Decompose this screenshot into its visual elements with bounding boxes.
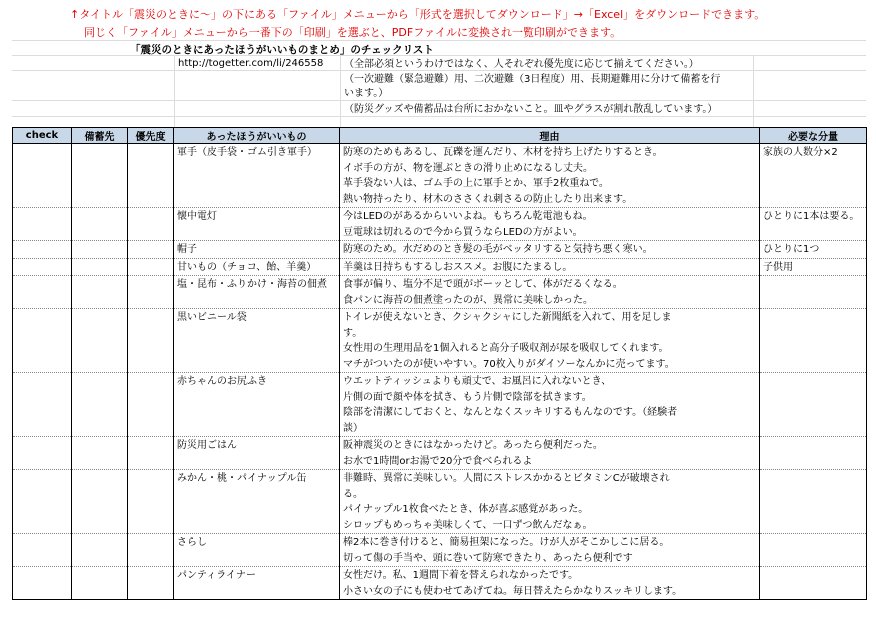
reason-line: 女性だけ。私、1週間下着を替えられなかったです。 (343, 570, 579, 581)
reason-cell (340, 309, 760, 373)
note-storage: （防災グッズや備蓄品は台所におかないこと。皿やグラスが割れ散乱しています。） (344, 104, 718, 115)
checklist-table (12, 127, 867, 600)
storage-cell[interactable] (72, 241, 128, 259)
reason-cell (340, 567, 760, 600)
check-cell[interactable] (13, 241, 72, 259)
grid-line (12, 100, 866, 101)
table-row (13, 437, 867, 470)
amount-cell: 家族の人数分×2 (760, 144, 867, 208)
grid-line (12, 40, 866, 41)
reason-line: 陰部を清潔にしておくと、なんとなくスッキリするもんなのです。（経験者 (343, 407, 678, 418)
storage-cell[interactable] (72, 373, 128, 437)
reason-line: パイナップル1枚食べたとき、体が喜ぶ感覚があった。 (343, 504, 589, 515)
column-header-check: check (13, 128, 72, 144)
note-evacuation-line1: （一次避難（緊急避難）用、二次避難（3日程度）用、長期避難用に分けて備蓄を行 (344, 74, 721, 85)
reason-line: 棒2本に巻き付けると、簡易担架になった。けが人がそこかしこに居る。 (343, 537, 670, 548)
amount-cell: ひとりに1つ (760, 241, 867, 259)
item-cell: 懐中電灯 (174, 208, 340, 241)
table-row (13, 144, 867, 208)
reason-line: 食事が偏り、塩分不足で頭がボーッとして、体がだるくなる。 (343, 279, 623, 290)
amount-cell: ひとりに1本は要る。 (760, 208, 867, 241)
reason-line: 片側の面で顔や体を拭き、もう片側で陰部を拭きます。 (343, 391, 592, 403)
storage-cell[interactable] (72, 470, 128, 534)
priority-cell[interactable] (128, 567, 174, 600)
item-cell: 防災用ごはん (174, 437, 340, 470)
check-cell[interactable] (13, 208, 72, 241)
column-header-priority: 優先度 (128, 128, 174, 144)
check-cell[interactable] (13, 258, 72, 276)
amount-cell (760, 534, 867, 567)
table-row (13, 373, 867, 437)
item-cell: パンティライナー (174, 567, 340, 600)
reason-line: 切って傷の手当や、頭に巻いて防寒できたり、あったら便利です (343, 552, 633, 564)
storage-cell[interactable] (72, 567, 128, 600)
priority-cell[interactable] (128, 309, 174, 373)
storage-cell[interactable] (72, 309, 128, 373)
item-cell: 帽子 (174, 241, 340, 259)
reason-line: 今はLEDのがあるからいいよね。もちろん乾電池もね。 (343, 211, 593, 222)
column-header-item: あったほうがいいもの (174, 128, 340, 144)
reason-cell (340, 470, 760, 534)
check-cell[interactable] (13, 470, 72, 534)
item-cell: 甘いもの（チョコ、飴、羊羹） (174, 258, 340, 276)
reason-line: お水で1時間orお湯で20分で食べられるよ (343, 455, 533, 467)
note-evacuation-line2: います。） (344, 88, 389, 99)
reason-line: 防寒のため。水だめのとき髪の毛がベッタリすると気持ち悪く寒い。 (343, 244, 653, 255)
item-cell: さらし (174, 534, 340, 567)
priority-cell[interactable] (128, 470, 174, 534)
column-header-reason: 理由 (340, 128, 760, 144)
item-cell: 塩・昆布・ふりかけ・海苔の佃煮 (174, 276, 340, 309)
reason-line: る。 (343, 488, 363, 500)
check-cell[interactable] (13, 276, 72, 309)
storage-cell[interactable] (72, 258, 128, 276)
reason-line: ウエットティッシュよりも頑丈で、お風呂に入れないとき、 (343, 376, 612, 387)
reason-cell (340, 208, 760, 241)
reason-line: 羊羹は日持ちもするしおススメ。お腹にたまるし。 (343, 261, 573, 273)
reason-line: トイレが使えないとき、クシャクシャにした新聞紙を入れて、用を足しま (343, 312, 672, 323)
reason-line: 革手袋ない人は、ゴム手の上に軍手とか、軍手2枚重ねで。 (343, 178, 609, 189)
reason-line: 阪神震災のときにはなかったけど。あったら便利だった。 (343, 440, 603, 451)
amount-cell (760, 437, 867, 470)
grid-line (753, 55, 754, 127)
check-cell[interactable] (13, 437, 72, 470)
column-header-storage: 備蓄先 (72, 128, 128, 144)
grid-line (340, 55, 341, 127)
table-row (13, 309, 867, 373)
reason-line: す。 (343, 327, 363, 339)
reason-line: マチがついたのが使いやすい。70枚入りがダイソーなんかに売ってます。 (343, 358, 675, 370)
column-header-amount: 必要な分量 (760, 128, 867, 144)
check-cell[interactable] (13, 373, 72, 437)
amount-cell (760, 276, 867, 309)
table-row (13, 258, 867, 276)
storage-cell[interactable] (72, 144, 128, 208)
notice-download: ↑タイトル「震災のときに～」の下にある「ファイル」メニューから「形式を選択してダウンロード」→「Excel」をダウンロードできます。 (70, 8, 766, 21)
priority-cell[interactable] (128, 258, 174, 276)
grid-line (174, 55, 175, 127)
priority-cell[interactable] (128, 534, 174, 567)
amount-cell (760, 567, 867, 600)
priority-cell[interactable] (128, 276, 174, 309)
table-row (13, 567, 867, 600)
amount-cell (760, 470, 867, 534)
reason-line: 非難時、異常に美味しい。人間にストレスかかるとビタミンCが破壊され (343, 473, 670, 484)
reason-line: 小さい女の子にも使わせてあげてね。毎日替えたらかなりスッキリします。 (343, 585, 683, 597)
item-cell: 赤ちゃんのお尻ふき (174, 373, 340, 437)
reason-line: 女性用の生理用品を1個入れると高分子吸収剤が尿を吸収してくれます。 (343, 343, 669, 354)
source-url[interactable]: http://togetter.com/li/246558 (178, 58, 324, 69)
reason-cell (340, 258, 760, 276)
amount-cell (760, 373, 867, 437)
reason-cell (340, 437, 760, 470)
check-cell[interactable] (13, 567, 72, 600)
storage-cell[interactable] (72, 437, 128, 470)
reason-line: シロップもめっちゃ美味しくて、一口ずつ飲んだなぁ。 (343, 519, 593, 531)
grid-line (12, 116, 866, 117)
table-row (13, 276, 867, 309)
table-row (13, 534, 867, 567)
reason-line: 食パンに海苔の佃煮塗ったのが、異常に美味しかった。 (343, 294, 593, 306)
amount-cell (760, 309, 867, 373)
priority-cell[interactable] (128, 208, 174, 241)
priority-cell[interactable] (128, 241, 174, 259)
item-cell: みかん・桃・パイナップル缶 (174, 470, 340, 534)
check-cell[interactable] (13, 534, 72, 567)
reason-line: 豆電球は切れるので今から買うならLEDの方がよい。 (343, 226, 583, 238)
item-cell: 軍手（皮手袋・ゴム引き軍手） (174, 144, 340, 208)
reason-line: イボ手の方が、物を運ぶときの滑り止めになるし丈夫。 (343, 162, 593, 174)
priority-cell[interactable] (128, 437, 174, 470)
reason-cell (340, 241, 760, 259)
table-row (13, 208, 867, 241)
reason-line: 談） (343, 422, 363, 434)
reason-cell (340, 373, 760, 437)
amount-cell: 子供用 (760, 258, 867, 276)
reason-cell (340, 144, 760, 208)
reason-line: 熱い物持ったり、材木のささくれ刺さるの防止したり出来ます。 (343, 193, 633, 205)
reason-line: 防寒のためもあるし、瓦礫を運んだり、木材を持ち上げたりするとき。 (343, 147, 663, 158)
notice-print: 同じく「ファイル」メニューから一番下の「印刷」を選ぶと、PDFファイルに変換され一覧印刷ができます。 (84, 26, 622, 39)
table-row (13, 470, 867, 534)
reason-cell (340, 276, 760, 309)
note-priority: （全部必須というわけではなく、人それぞれ優先度に応じて揃えてください。） (344, 59, 699, 70)
checklist-title: 「震災のときにあったほうがいいものまとめ」のチェックリスト (130, 44, 434, 56)
reason-cell (340, 534, 760, 567)
item-cell: 黒いビニール袋 (174, 309, 340, 373)
storage-cell[interactable] (72, 534, 128, 567)
priority-cell[interactable] (128, 373, 174, 437)
check-cell[interactable] (13, 144, 72, 208)
storage-cell[interactable] (72, 208, 128, 241)
priority-cell[interactable] (128, 144, 174, 208)
header-row (13, 128, 867, 144)
check-cell[interactable] (13, 309, 72, 373)
table-row (13, 241, 867, 259)
storage-cell[interactable] (72, 276, 128, 309)
